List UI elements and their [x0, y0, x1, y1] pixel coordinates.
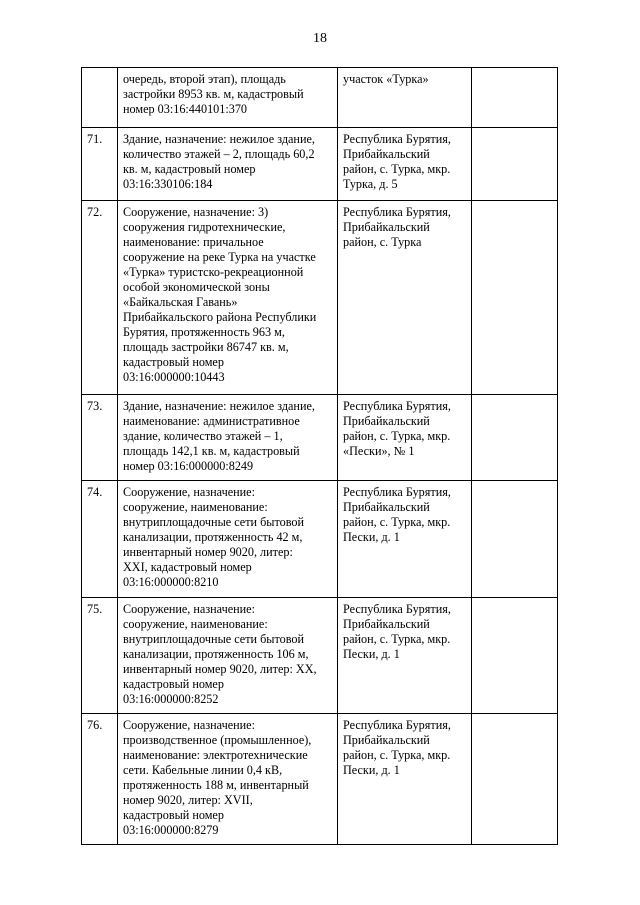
description-line: XXI, кадастровый номер: [123, 560, 252, 574]
object-address-cell: [338, 714, 472, 845]
empty-cell: [472, 128, 558, 201]
address-line: район, с. Турка, мкр.: [343, 162, 451, 176]
address-line: участок «Турка»: [343, 72, 429, 86]
empty-cell: [472, 481, 558, 598]
object-address-cell: [338, 128, 472, 201]
row-number-cell: [82, 68, 118, 128]
address-line: район, с. Турка, мкр.: [343, 748, 451, 762]
property-registry-table: [81, 67, 558, 845]
description-line: инвентарный номер 9020, литер: XX,: [123, 662, 317, 676]
object-description-cell: [118, 714, 338, 845]
address-line: Республика Бурятия,: [343, 602, 451, 616]
address-line: Республика Бурятия,: [343, 718, 451, 732]
object-address-cell: [338, 598, 472, 714]
address-line: район, с. Турка: [343, 235, 422, 249]
address-line: Прибайкальский: [343, 147, 430, 161]
description-line: Сооружение, назначение:: [123, 602, 255, 616]
description-line: Здание, назначение: нежилое здание,: [123, 399, 315, 413]
empty-cell: [472, 395, 558, 481]
description-line: внутриплощадочные сети бытовой: [123, 632, 305, 646]
description-line: здание, количество этажей – 1,: [123, 429, 283, 443]
description-line: Бурятия, протяженность 963 м,: [123, 325, 285, 339]
table-row: [82, 481, 558, 598]
table-row: [82, 128, 558, 201]
row-number-cell: 74.: [82, 481, 118, 598]
address-line: Прибайкальский: [343, 414, 430, 428]
table-row: [82, 714, 558, 845]
description-line: сооружение, наименование:: [123, 500, 268, 514]
object-address-cell: [338, 481, 472, 598]
row-number-cell: 72.: [82, 201, 118, 395]
description-line: площадь застройки 86747 кв. м,: [123, 340, 289, 354]
description-line: сети. Кабельные линии 0,4 кВ,: [123, 763, 283, 777]
description-line: Здание, назначение: нежилое здание,: [123, 132, 315, 146]
address-line: Республика Бурятия,: [343, 485, 451, 499]
description-line: особой экономической зоны: [123, 280, 270, 294]
description-line: канализации, протяженность 106 м,: [123, 647, 309, 661]
description-line: 03:16:000000:8252: [123, 692, 219, 706]
table-row: [82, 598, 558, 714]
description-line: 03:16:000000:8210: [123, 575, 219, 589]
address-line: район, с. Турка, мкр.: [343, 429, 451, 443]
description-line: сооружение на реке Турка на участке: [123, 250, 316, 264]
address-line: Прибайкальский: [343, 617, 430, 631]
description-line: сооружение, наименование:: [123, 617, 268, 631]
description-line: Сооружение, назначение:: [123, 718, 255, 732]
page-number: 18: [313, 31, 327, 46]
object-description-cell: [118, 68, 338, 128]
address-line: Пески, д. 1: [343, 647, 400, 661]
description-line: канализации, протяженность 42 м,: [123, 530, 303, 544]
description-line: Сооружение, назначение:: [123, 485, 255, 499]
address-line: Республика Бурятия,: [343, 399, 451, 413]
description-line: Сооружение, назначение: 3): [123, 205, 269, 219]
object-description-cell: [118, 128, 338, 201]
empty-cell: [472, 201, 558, 395]
description-line: кадастровый номер: [123, 808, 224, 822]
description-line: наименование: причальное: [123, 235, 264, 249]
description-line: «Байкальская Гавань»: [123, 295, 238, 309]
address-line: Республика Бурятия,: [343, 132, 451, 146]
object-address-cell: [338, 68, 472, 128]
address-line: Прибайкальский: [343, 500, 430, 514]
address-line: район, с. Турка, мкр.: [343, 515, 451, 529]
object-address-cell: [338, 395, 472, 481]
object-description-cell: [118, 201, 338, 395]
description-line: протяженность 188 м, инвентарный: [123, 778, 309, 792]
description-line: Прибайкальского района Республики: [123, 310, 317, 324]
description-line: кадастровый номер: [123, 355, 224, 369]
address-line: Республика Бурятия,: [343, 205, 451, 219]
object-description-cell: [118, 481, 338, 598]
row-number-cell: 71.: [82, 128, 118, 201]
address-line: Пески, д. 1: [343, 530, 400, 544]
object-description-cell: [118, 598, 338, 714]
row-number-cell: 75.: [82, 598, 118, 714]
object-description-cell: [118, 395, 338, 481]
description-line: застройки 8953 кв. м, кадастровый: [123, 87, 304, 101]
description-line: производственное (промышленное),: [123, 733, 312, 747]
empty-cell: [472, 598, 558, 714]
description-line: наименование: административное: [123, 414, 300, 428]
address-line: район, с. Турка, мкр.: [343, 632, 451, 646]
description-line: кв. м, кадастровый номер: [123, 162, 256, 176]
address-line: «Пески», № 1: [343, 444, 415, 458]
row-number-cell: 73.: [82, 395, 118, 481]
table-row: [82, 395, 558, 481]
description-line: очередь, второй этап), площадь: [123, 72, 286, 86]
description-line: кадастровый номер: [123, 677, 224, 691]
row-number-cell: 76.: [82, 714, 118, 845]
description-line: наименование: электротехнические: [123, 748, 308, 762]
table-row: [82, 201, 558, 395]
description-line: сооружения гидротехнические,: [123, 220, 286, 234]
empty-cell: [472, 714, 558, 845]
description-line: 03:16:000000:8279: [123, 823, 219, 837]
description-line: количество этажей – 2, площадь 60,2: [123, 147, 315, 161]
description-line: номер 03:16:440101:370: [123, 102, 248, 116]
registry-table-body: [82, 68, 558, 845]
description-line: «Турка» туристско-рекреационной: [123, 265, 304, 279]
table-row: [82, 68, 558, 128]
description-line: 03:16:330106:184: [123, 177, 213, 191]
description-line: инвентарный номер 9020, литер:: [123, 545, 293, 559]
empty-cell: [472, 68, 558, 128]
description-line: номер 03:16:000000:8249: [123, 459, 254, 473]
address-line: Пески, д. 1: [343, 763, 400, 777]
description-line: внутриплощадочные сети бытовой: [123, 515, 305, 529]
object-address-cell: [338, 201, 472, 395]
address-line: Прибайкальский: [343, 733, 430, 747]
description-line: 03:16:000000:10443: [123, 370, 225, 384]
address-line: Прибайкальский: [343, 220, 430, 234]
description-line: номер 9020, литер: XVII,: [123, 793, 253, 807]
address-line: Турка, д. 5: [343, 177, 398, 191]
description-line: площадь 142,1 кв. м, кадастровый: [123, 444, 300, 458]
